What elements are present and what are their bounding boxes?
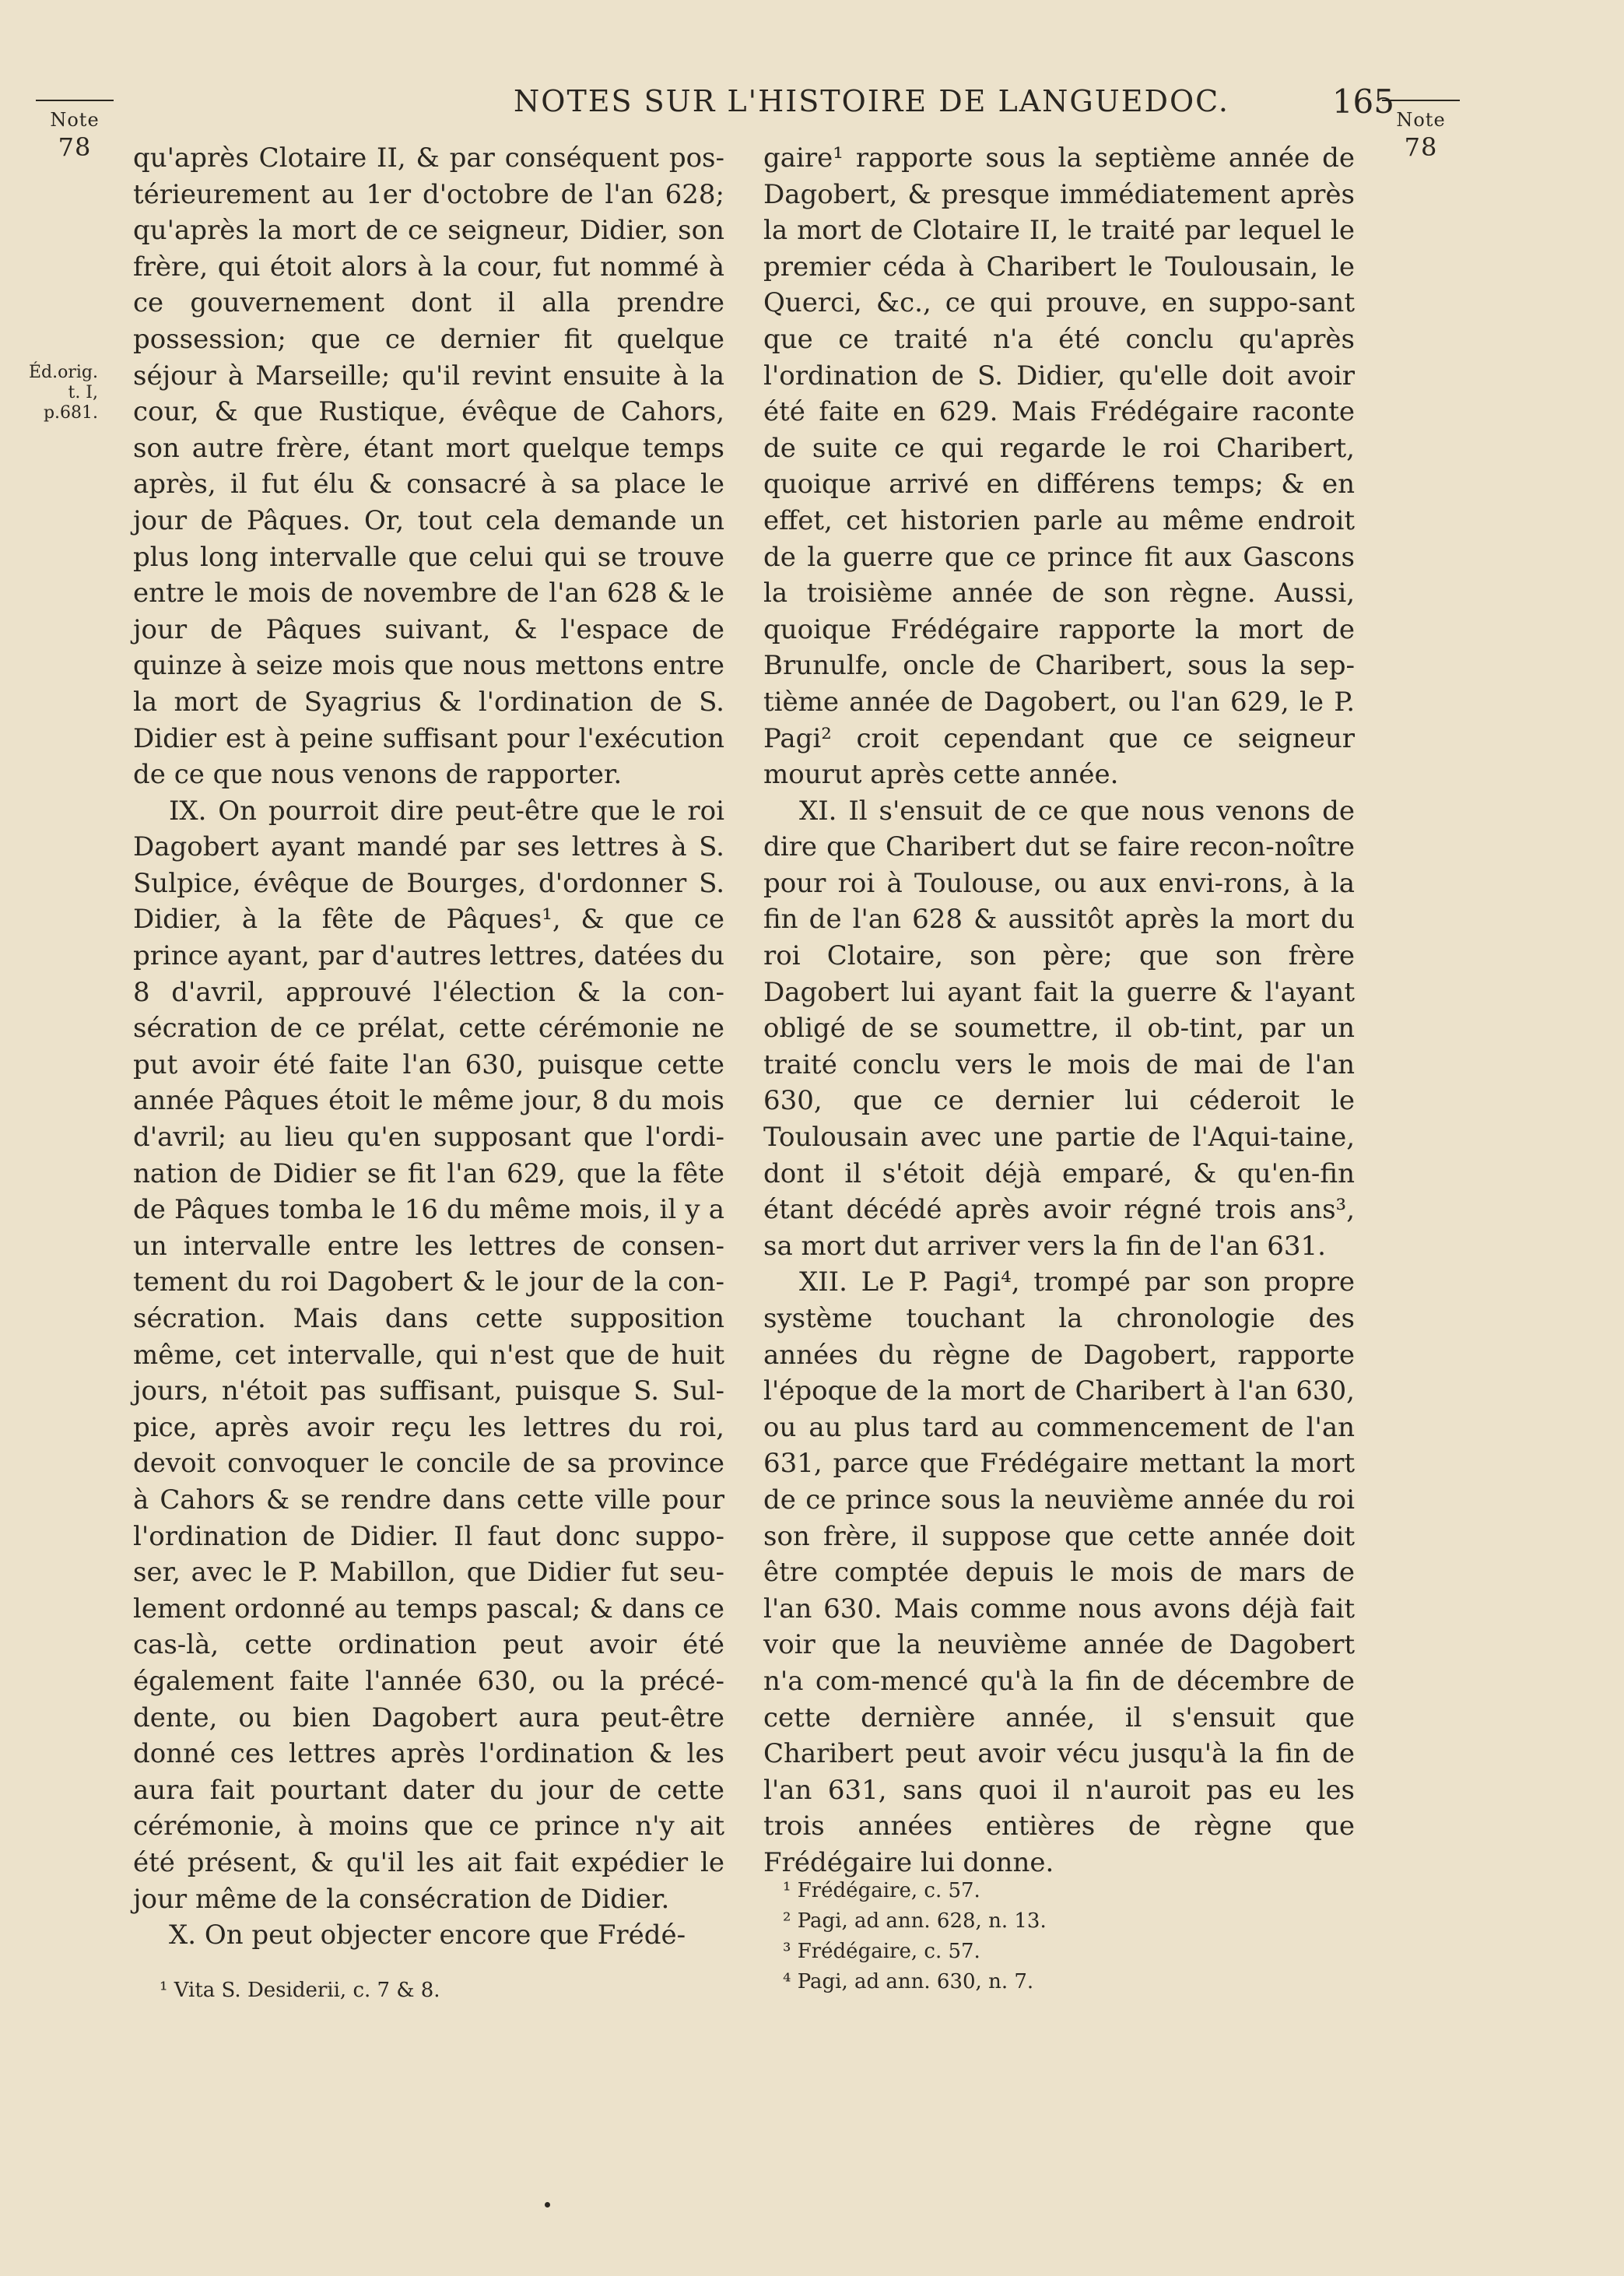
footnote: ³ Frédégaire, c. 57. bbox=[783, 1940, 980, 1963]
ed-orig-line: Éd.orig. bbox=[28, 363, 98, 382]
footnotes-right bbox=[783, 1876, 1172, 1997]
note-number: 78 bbox=[58, 132, 92, 162]
note-number: 78 bbox=[1404, 132, 1438, 162]
edition-reference bbox=[5, 363, 98, 423]
note-label: Note bbox=[1396, 109, 1446, 131]
footnote: ² Pagi, ad ann. 628, n. 13. bbox=[783, 1909, 1047, 1933]
margin-rule bbox=[36, 100, 114, 101]
page-number: 165 bbox=[1331, 83, 1394, 121]
margin-note-left bbox=[36, 100, 114, 162]
footnote: ¹ Vita S. Desiderii, c. 7 & 8. bbox=[160, 1979, 440, 2002]
ed-orig-line: t. I, bbox=[68, 383, 98, 402]
paragraph: XI. Il s'ensuit de ce que nous venons de dire que Charibert dut se faire recon-noître pour roi à Toulouse, ou aux envi-rons, à la fin de l'an 628 & aussitôt après la mort du roi Clotaire, son père; que son frère Dagobert lui ayant fait la guerre & l'ayant obligé de se soumettre, il ob-tint, par un traité conclu vers le mois de mai de l'an 630, que ce dernier lui céderoit le Toulousain avec une partie de l'Aqui-taine, dont il s'étoit déjà emparé, & qu'en-fin étant décédé après avoir régné trois ans³, sa mort dut arriver vers la fin de l'an 631. bbox=[763, 795, 1355, 1262]
footnotes-left bbox=[160, 1976, 549, 2006]
page-mark-dot bbox=[545, 2202, 550, 2208]
ed-orig-line: p.681. bbox=[43, 403, 98, 423]
footnote: ⁴ Pagi, ad ann. 630, n. 7. bbox=[783, 1970, 1034, 1993]
note-label: Note bbox=[50, 109, 100, 131]
footnote: ¹ Frédégaire, c. 57. bbox=[783, 1879, 980, 1902]
margin-note-right bbox=[1382, 100, 1460, 162]
margin-rule bbox=[1382, 100, 1460, 101]
paragraph: X. On peut objecter encore que Frédé- bbox=[169, 1919, 686, 1951]
left-column bbox=[133, 140, 724, 1954]
paragraph: XII. Le P. Pagi⁴, trompé par son propre système touchant la chronologie des années du règne de Dagobert, rapporte l'époque de la mort de Charibert à l'an 630, ou au plus tard au commencement de l'an 631, parce que Frédégaire mettant la mort de ce prince sous la neuvième année du roi son frère, il suppose que cette année doit être comptée depuis le mois de mars de l'an 630. Mais comme nous avons déjà fait voir que la neuvième année de Dagobert n'a com-mencé qu'à la fin de décembre de cette dernière année, il s'ensuit que Charibert peut avoir vécu jusqu'à la fin de l'an 631, sans quoi il n'auroit pas eu les trois années entières de règne que Frédégaire lui donne. bbox=[763, 1266, 1355, 1878]
right-column bbox=[763, 140, 1355, 1881]
paragraph: gaire¹ rapporte sous la septième année de Dagobert, & presque immédiatement après la mort de Clotaire II, le traité par lequel le premier céda à Charibert le Toulousain, le Querci, &c., ce qui prouve, en suppo-sant que ce traité n'a été conclu qu'après l'ordination de S. Didier, qu'elle doit avoir été faite en 629. Mais Frédégaire raconte de suite ce qui regarde le roi Charibert, quoique arrivé en différens temps; & en effet, cet historien parle au même endroit de la guerre que ce prince fit aux Gascons la troisième année de son règne. Aussi, quoique Frédégaire rapporte la mort de Brunulfe, oncle de Charibert, sous la sep-tième année de Dagobert, ou l'an 629, le P. Pagi² croit cependant que ce seigneur mourut après cette année. bbox=[763, 142, 1355, 791]
paragraph: qu'après Clotaire II, & par conséquent pos-térieurement au 1er d'octobre de l'an 628; qu'après la mort de ce seigneur, Didier, son frère, qui étoit alors à la cour, fut nommé à ce gouvernement dont il alla prendre possession; que ce dernier fit quelque séjour à Marseille; qu'il revint ensuite à la cour, & que Rustique, évêque de Cahors, son autre frère, étant mort quelque temps après, il fut élu & consacré à sa place le jour de Pâques. Or, tout cela demande un plus long intervalle que celui qui se trouve entre le mois de novembre de l'an 628 & le jour de Pâques suivant, & l'espace de quinze à seize mois que nous mettons entre la mort de Syagrius & l'ordination de S. Didier est à peine suffisant pour l'exécution de ce que nous venons de rapporter. bbox=[133, 142, 724, 791]
paragraph: IX. On pourroit dire peut-être que le roi Dagobert ayant mandé par ses lettres à S. Sulpice, évêque de Bourges, d'ordonner S. Didier, à la fête de Pâques¹, & que ce prince ayant, par d'autres lettres, datées du 8 d'avril, approuvé l'élection & la con-sécration de ce prélat, cette cérémonie ne put avoir été faite l'an 630, puisque cette année Pâques étoit le même jour, 8 du mois d'avril; au lieu qu'en supposant que l'ordi-nation de Didier se fit l'an 629, que la fête de Pâques tomba le 16 du même mois, il y a un intervalle entre les lettres de consen-tement du roi Dagobert & le jour de la con-sécration. Mais dans cette supposition même, cet intervalle, qui n'est que de huit jours, n'étoit pas suffisant, puisque S. Sul-pice, après avoir reçu les lettres du roi, devoit convoquer le concile de sa province à Cahors & se rendre dans cette ville pour l'ordination de Didier. Il faut donc suppo-ser, avec le P. Mabillon, que Didier fut seu-lement ordonné au temps pascal; & dans ce cas-là, cette ordination peut avoir été également faite l'année 630, ou la précé-dente, ou bien Dagobert aura peut-être donné ces lettres après l'ordination & les aura fait pourtant dater du jour de cette cérémonie, à moins que ce prince n'y ait été présent, & qu'il les ait fait expédier le jour même de la consécration de Didier. bbox=[133, 795, 724, 1915]
running-head: NOTES SUR L'HISTOIRE DE LANGUEDOC. bbox=[514, 84, 1229, 118]
